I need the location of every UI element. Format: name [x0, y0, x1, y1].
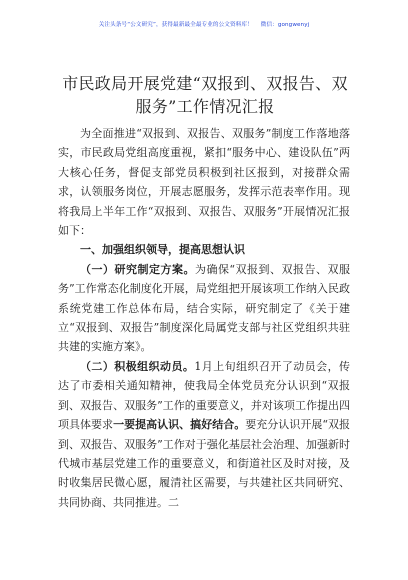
banner-text: 关注头条号“公文研究”，获得最新最全最专业的公文资料库！	[98, 22, 253, 28]
item-2-label: （二）积极组织动员。	[80, 359, 195, 373]
item-2-paragraph	[58, 357, 350, 512]
item-1-text: 为确保“双报到、双报告、双服务”工作常态化制度化开展，局党组把开展该项工作纳入民政系统党建工作总体布局，结合实际，研究制定了《关于建立“双报到、双报告”制度深化局属党支部与社区党组织共驻共建的实施方案》。	[58, 262, 351, 354]
document-body	[58, 124, 350, 512]
item-1-label: （一）研究制定方案。	[80, 262, 195, 276]
item-2-bold-phrase: 一要提高认识、搞好结合。	[113, 418, 246, 432]
item-1-paragraph	[58, 260, 350, 357]
banner-wechat: 微信：gongwenyj	[260, 22, 310, 28]
item-2-text-b: 要充分认识开展“双报到、双报告、双服务”工作对于强化基层社会治理、加强新时代城市基层党建工作的重要意义，和街道社区及时对接，及时收集居民微心愿，履清社区需要，与共建社区共同研究、共同协商、共同推进。二	[58, 418, 351, 509]
item-2-text-a: 1月上旬组织召开了动员会，传达了市委相关通知精神，使我局全体党员充分认识到“双报到、双报告、双服务”工作的重要意义，并对该项工作提出四项具体要求	[58, 359, 351, 432]
section-heading-1: 一、加强组织领导，提高思想认识	[80, 243, 245, 257]
intro-paragraph: 为全面推进“双报到、双报告、双服务”制度工作落地落实，市民政局党组高度重视，紧扣“服务中心、建设队伍”两大核心任务，督促支部党员积极到社区报到，对接群众需求，认领服务岗位，开展志愿服务，发挥示范表率作用。现将我局上半年工作“双报到、双报告、双服务”开展情况汇报如下：	[58, 127, 350, 238]
top-banner	[0, 20, 408, 28]
document-title: 市民政局开展党建“双报到、双报告、双服务”工作情况汇报	[62, 74, 348, 116]
